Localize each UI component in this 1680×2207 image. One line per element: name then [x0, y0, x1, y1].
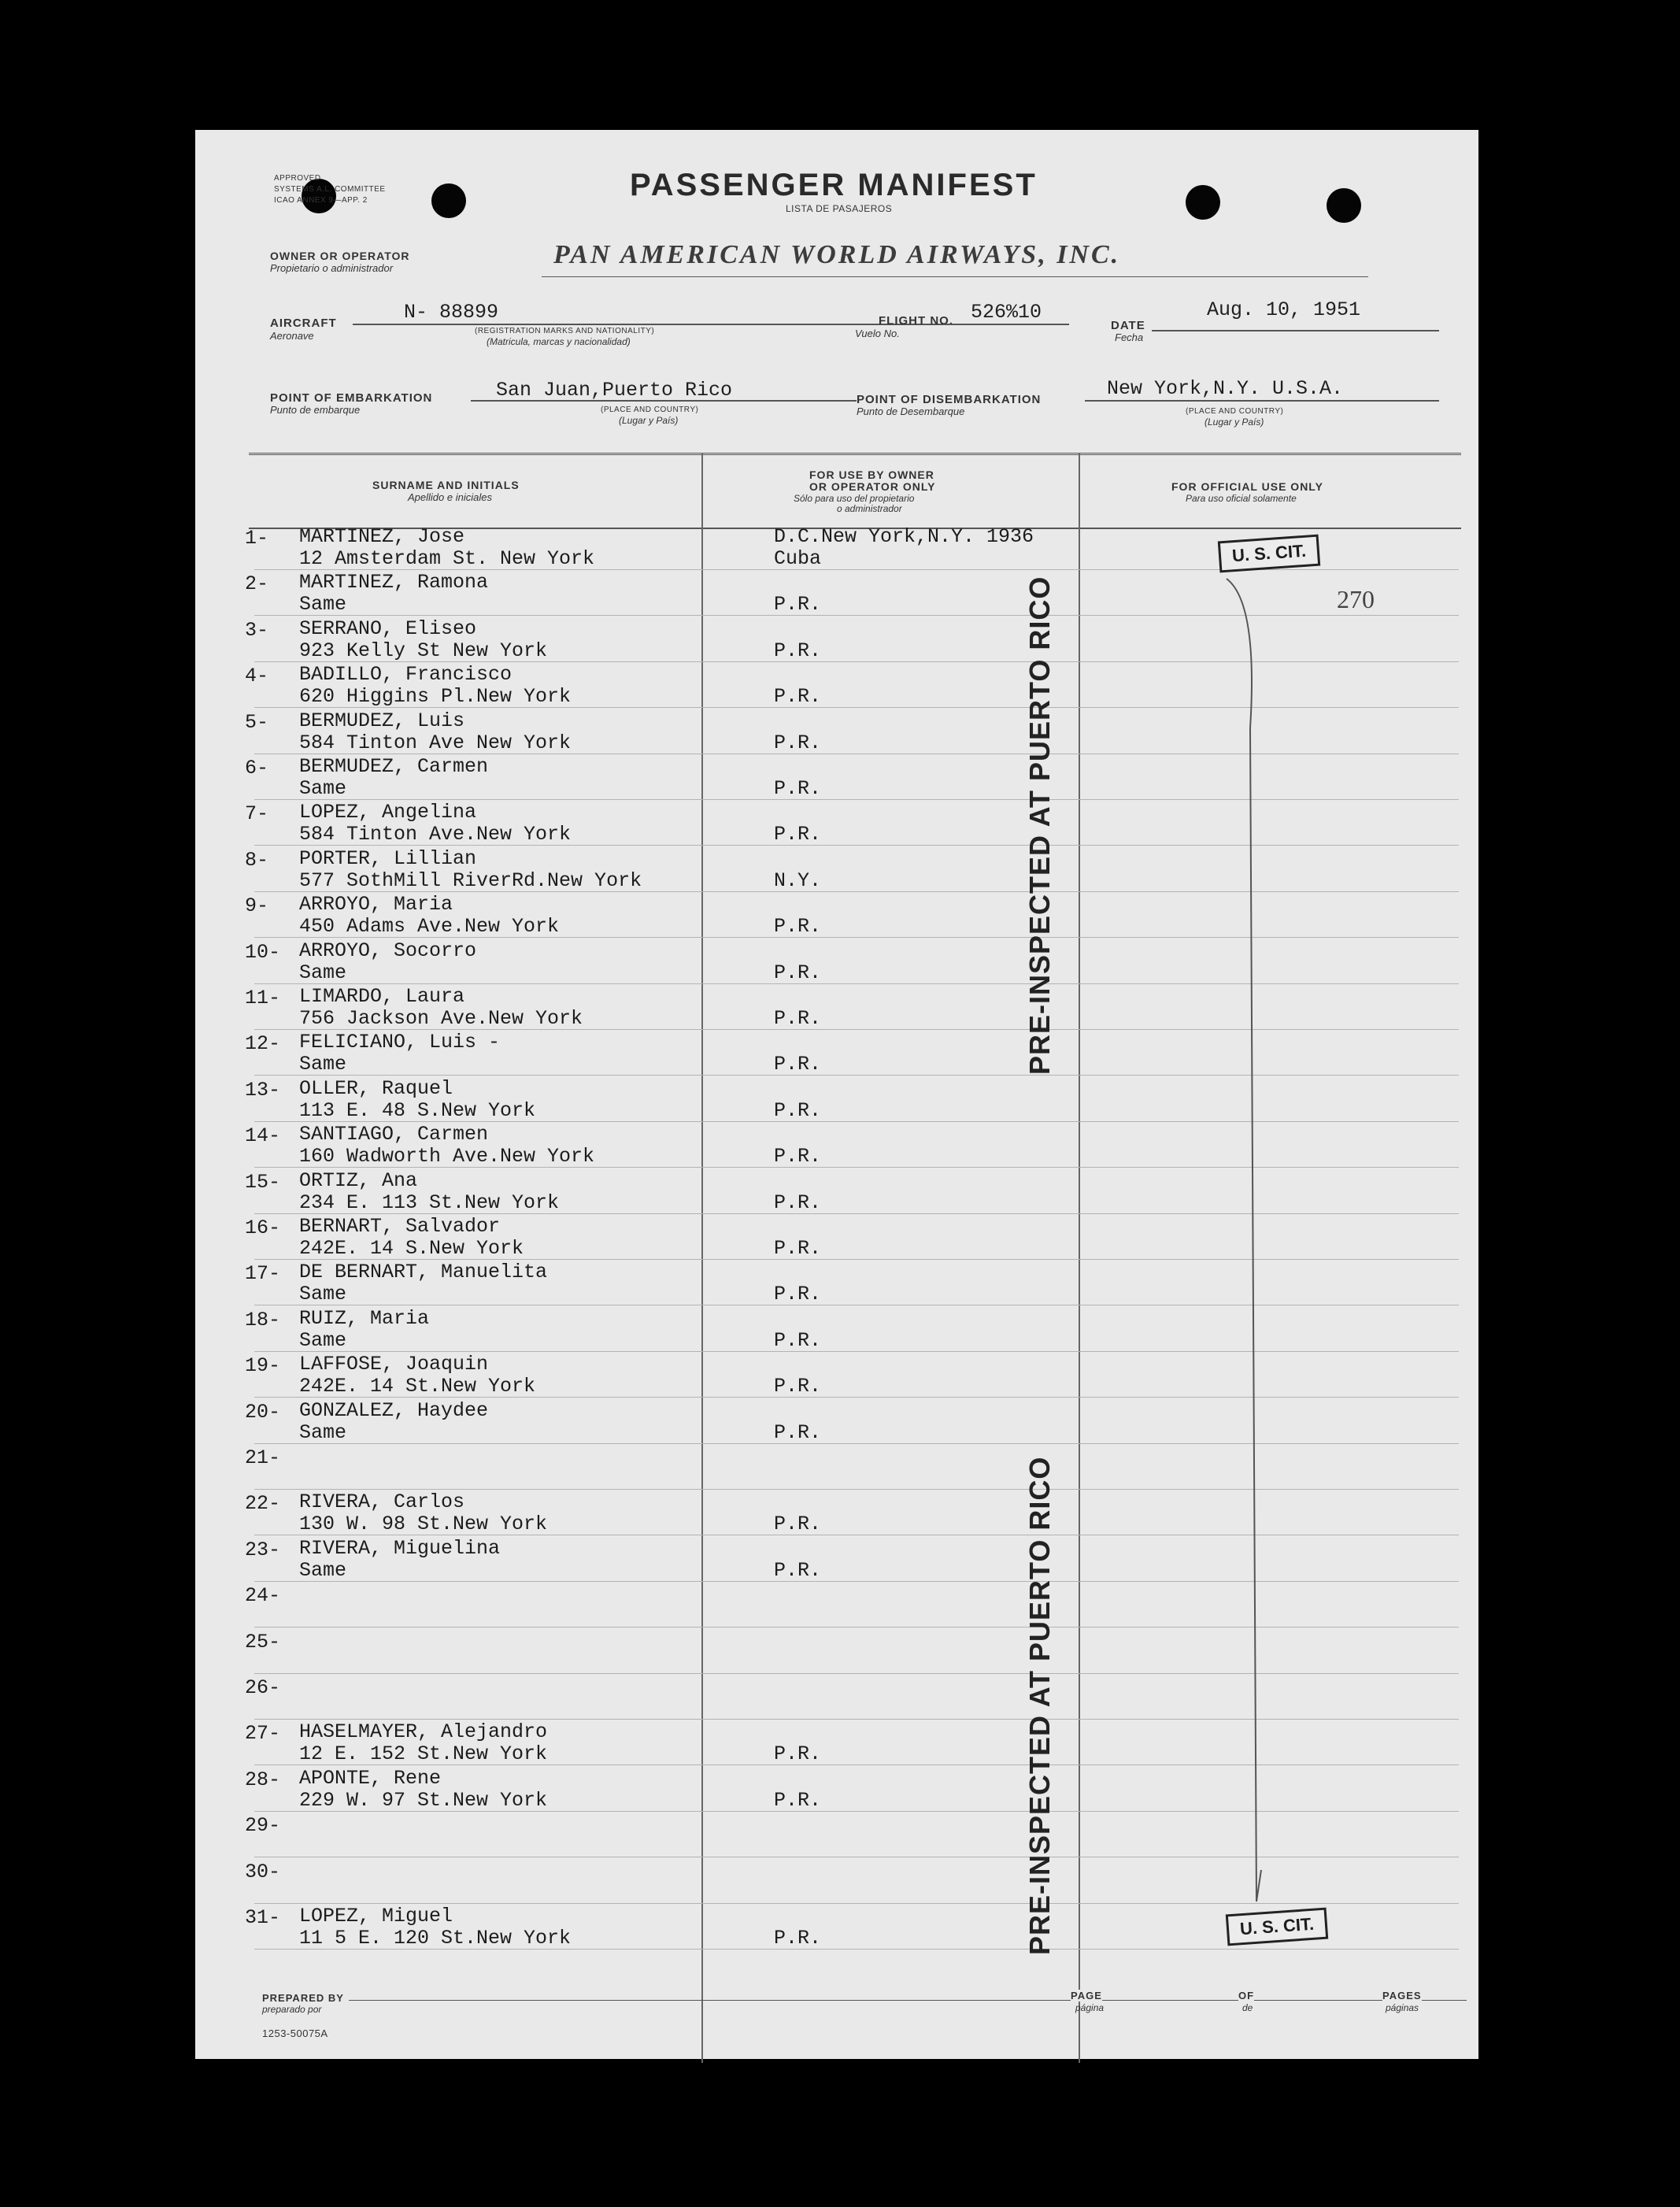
- prepared-label: PREPARED BY: [262, 1992, 344, 2004]
- owner-note-origin: P.R.: [774, 1420, 822, 1444]
- passenger-address: Same: [299, 1053, 347, 1076]
- passenger-number: 24-: [245, 1584, 281, 1608]
- col-owner-header-es-2: o administrador: [837, 503, 902, 514]
- owner-note-origin: P.R.: [774, 1742, 822, 1766]
- passenger-number: 21-: [245, 1446, 281, 1469]
- owner-note-origin: Cuba: [774, 547, 822, 570]
- aircraft-sub: (REGISTRATION MARKS AND NATIONALITY): [475, 327, 655, 335]
- disembark-sub-es: (Lugar y País): [1204, 417, 1264, 428]
- passenger-address: Same: [299, 1420, 347, 1444]
- approval-block: APPROVED SYSTEMS A.L. COMMITTEE ICAO ANNEX 9—APP. 2: [274, 174, 386, 205]
- prepared-label-es: preparado por: [262, 2004, 322, 2015]
- passenger-number: 7-: [245, 802, 269, 826]
- passenger-number: 5-: [245, 710, 269, 734]
- passenger-number: 11-: [245, 987, 281, 1009]
- passenger-number: 1-: [245, 527, 269, 550]
- passenger-number: 14-: [245, 1124, 281, 1148]
- passenger-name: DE BERNART, Manuelita: [299, 1261, 548, 1284]
- passenger-name: ARROYO, Socorro: [299, 939, 477, 962]
- passenger-name: LAFFOSE, Joaquin: [299, 1353, 489, 1376]
- passenger-number: 3-: [245, 618, 269, 642]
- embark-value: San Juan,Puerto Rico: [496, 379, 733, 402]
- passenger-name: ORTIZ, Ana: [299, 1168, 418, 1192]
- passenger-number: 16-: [245, 1216, 281, 1239]
- owner-note-origin: P.R.: [774, 1098, 822, 1122]
- owner-note-origin: P.R.: [774, 1558, 822, 1582]
- passenger-name: LIMARDO, Laura: [299, 985, 465, 1008]
- passenger-number: 22-: [245, 1492, 281, 1516]
- date-label: DATE: [1111, 319, 1145, 332]
- owner-note-origin: N.Y.: [774, 868, 822, 892]
- passenger-number: 19-: [245, 1354, 281, 1378]
- owner-note-origin: P.R.: [774, 823, 822, 846]
- aircraft-value: N- 88899: [404, 301, 499, 324]
- page-title: PASSENGER MANIFEST: [630, 168, 1038, 202]
- disembark-value: New York,N.Y. U.S.A.: [1107, 377, 1344, 400]
- passenger-number: 18-: [245, 1308, 281, 1331]
- passenger-name: RIVERA, Miguelina: [299, 1536, 501, 1560]
- passenger-name: BERMUDEZ, Carmen: [299, 755, 489, 778]
- pre-inspected-stamp: PRE-INSPECTED AT PUERTO RICO: [1023, 1456, 1056, 1955]
- passenger-address: 756 Jackson Ave.New York: [299, 1007, 583, 1030]
- owner-note-origin: P.R.: [774, 1007, 822, 1030]
- col-official-header-es: Para uso oficial solamente: [1186, 493, 1297, 504]
- passenger-name: BERMUDEZ, Luis: [299, 709, 465, 732]
- owner-note-origin: P.R.: [774, 685, 822, 709]
- passenger-address: 12 E. 152 St.New York: [299, 1742, 548, 1766]
- page-label-es: página: [1075, 2002, 1105, 2013]
- passenger-address: Same: [299, 961, 347, 984]
- passenger-number: 2-: [245, 572, 269, 596]
- passenger-number: 4-: [245, 665, 269, 688]
- owner-note: D.C.New York,N.Y. 1936: [774, 525, 1034, 548]
- disembark-label-es: Punto de Desembarque: [857, 405, 965, 417]
- passenger-name: ARROYO, Maria: [299, 893, 453, 916]
- owner-note-origin: P.R.: [774, 1191, 822, 1214]
- manifest-sheet: [195, 130, 1478, 2059]
- page-title-es: LISTA DE PASAJEROS: [786, 203, 893, 214]
- passenger-name: LOPEZ, Miguel: [299, 1905, 453, 1927]
- passenger-number: 28-: [245, 1768, 281, 1791]
- punch-hole: [1186, 185, 1220, 220]
- passenger-address: 584 Tinton Ave.New York: [299, 823, 572, 846]
- passenger-address: Same: [299, 1558, 347, 1582]
- aircraft-label-es: Aeronave: [270, 330, 314, 342]
- passenger-number: 9-: [245, 894, 269, 918]
- owner-note-origin: P.R.: [774, 1145, 822, 1168]
- passenger-name: APONTE, Rene: [299, 1766, 442, 1790]
- passenger-number: 23-: [245, 1538, 281, 1561]
- owner-note-origin: P.R.: [774, 1788, 822, 1812]
- passenger-name: SANTIAGO, Carmen: [299, 1123, 489, 1146]
- embark-label-es: Punto de embarque: [270, 404, 361, 416]
- col-official-header: FOR OFFICIAL USE ONLY: [1171, 480, 1323, 493]
- us-cit-stamp: U. S. CIT.: [1218, 535, 1321, 573]
- owner-note-origin: P.R.: [774, 1513, 822, 1536]
- passenger-address: 12 Amsterdam St. New York: [299, 547, 595, 570]
- col-surname-header: SURNAME AND INITIALS: [372, 479, 520, 491]
- passenger-number: 12-: [245, 1032, 281, 1056]
- passenger-name: OLLER, Raquel: [299, 1076, 453, 1100]
- passenger-address: 113 E. 48 S.New York: [299, 1098, 536, 1122]
- owner-note-origin: P.R.: [774, 593, 822, 617]
- flight-value: 526%10: [971, 301, 1042, 324]
- passenger-name: PORTER, Lillian: [299, 846, 477, 870]
- owner-note-origin: P.R.: [774, 1927, 822, 1950]
- passenger-number: 26-: [245, 1676, 281, 1699]
- bracket-line: [1211, 571, 1305, 1925]
- date-value: Aug. 10, 1951: [1207, 298, 1361, 321]
- passenger-address: 242E. 14 S.New York: [299, 1237, 524, 1260]
- passenger-number: 10-: [245, 940, 281, 964]
- passenger-name: FELICIANO, Luis -: [299, 1031, 501, 1054]
- flight-label-es: Vuelo No.: [855, 328, 900, 339]
- passenger-address: 620 Higgins Pl.New York: [299, 685, 572, 709]
- passenger-address: 242E. 14 St.New York: [299, 1375, 536, 1398]
- passenger-address: Same: [299, 777, 347, 800]
- passenger-address: 160 Wadworth Ave.New York: [299, 1145, 595, 1168]
- disembark-sub: (PLACE AND COUNTRY): [1186, 407, 1284, 416]
- owner-note-origin: P.R.: [774, 1328, 822, 1352]
- passenger-address: 577 SothMill RiverRd.New York: [299, 868, 642, 892]
- passenger-number: 6-: [245, 757, 269, 779]
- pages-label: PAGES: [1382, 1990, 1422, 2001]
- official-number: 270: [1337, 585, 1375, 613]
- passenger-number: 25-: [245, 1630, 281, 1653]
- passenger-number: 29-: [245, 1814, 281, 1838]
- col-owner-header-2: OR OPERATOR ONLY: [809, 480, 936, 493]
- passenger-number: 8-: [245, 848, 269, 872]
- passenger-name: MARTINEZ, Jose: [299, 525, 465, 548]
- disembark-label: POINT OF DISEMBARKATION: [857, 393, 1042, 406]
- passenger-number: 15-: [245, 1170, 281, 1194]
- aircraft-sub-es: (Matricula, marcas y nacionalidad): [487, 336, 631, 347]
- passenger-name: RUIZ, Maria: [299, 1306, 430, 1330]
- passenger-address: Same: [299, 1328, 347, 1352]
- passenger-number: 31-: [245, 1906, 281, 1929]
- passenger-address: Same: [299, 1283, 347, 1306]
- passenger-address: 450 Adams Ave.New York: [299, 915, 560, 939]
- of-label-es: de: [1242, 2002, 1253, 2013]
- embark-label: POINT OF EMBARKATION: [270, 391, 433, 405]
- passenger-address: 584 Tinton Ave New York: [299, 731, 572, 754]
- flight-label: FLIGHT NO.: [879, 314, 953, 328]
- passenger-name: GONZALEZ, Haydee: [299, 1398, 489, 1422]
- pages-label-es: páginas: [1386, 2002, 1419, 2013]
- passenger-number: 13-: [245, 1078, 281, 1102]
- owner-note-origin: P.R.: [774, 961, 822, 984]
- owner-note-origin: P.R.: [774, 1237, 822, 1260]
- owner-note-origin: P.R.: [774, 777, 822, 800]
- passenger-address: 923 Kelly St New York: [299, 639, 548, 662]
- passenger-address: Same: [299, 593, 347, 617]
- date-label-es: Fecha: [1115, 331, 1144, 343]
- owner-note-origin: P.R.: [774, 1375, 822, 1398]
- col-owner-header-es: Sólo para uso del propietario: [794, 493, 915, 504]
- embark-sub: (PLACE AND COUNTRY): [601, 405, 699, 414]
- passenger-address: 130 W. 98 St.New York: [299, 1513, 548, 1536]
- punch-hole: [1327, 188, 1361, 223]
- aircraft-label: AIRCRAFT: [270, 317, 337, 330]
- passenger-name: BADILLO, Francisco: [299, 663, 513, 687]
- owner-label-es: Propietario o administrador: [270, 262, 394, 274]
- passenger-name: LOPEZ, Angelina: [299, 801, 477, 824]
- owner-note-origin: P.R.: [774, 1053, 822, 1076]
- passenger-name: HASELMAYER, Alejandro: [299, 1720, 548, 1744]
- passenger-number: 17-: [245, 1262, 281, 1286]
- col-surname-header-es: Apellido e iniciales: [408, 491, 492, 503]
- punch-hole: [431, 183, 466, 218]
- owner-note-origin: P.R.: [774, 639, 822, 662]
- page-label: PAGE: [1071, 1990, 1102, 2001]
- embark-sub-es: (Lugar y País): [619, 415, 679, 426]
- owner-note-origin: P.R.: [774, 915, 822, 939]
- passenger-name: SERRANO, Eliseo: [299, 617, 477, 640]
- passenger-number: 30-: [245, 1860, 281, 1883]
- passenger-number: 20-: [245, 1400, 281, 1424]
- passenger-address: 234 E. 113 St.New York: [299, 1191, 560, 1214]
- of-label: OF: [1238, 1990, 1255, 2001]
- us-cit-stamp: U. S. CIT.: [1226, 1908, 1329, 1946]
- passenger-name: BERNART, Salvador: [299, 1215, 501, 1238]
- passenger-name: RIVERA, Carlos: [299, 1490, 465, 1514]
- col-owner-header: FOR USE BY OWNER: [809, 468, 934, 481]
- owner-note-origin: P.R.: [774, 1283, 822, 1306]
- passenger-number: 27-: [245, 1722, 281, 1746]
- form-number: 1253-50075A: [262, 2027, 328, 2039]
- owner-note-origin: P.R.: [774, 731, 822, 754]
- owner-label: OWNER OR OPERATOR: [270, 250, 410, 262]
- passenger-address: 229 W. 97 St.New York: [299, 1788, 548, 1812]
- airline-name: PAN AMERICAN WORLD AIRWAYS, INC.: [553, 240, 1121, 269]
- passenger-name: MARTINEZ, Ramona: [299, 571, 489, 594]
- pre-inspected-stamp: PRE-INSPECTED AT PUERTO RICO: [1023, 576, 1056, 1075]
- passenger-address: 11 5 E. 120 St.New York: [299, 1927, 572, 1950]
